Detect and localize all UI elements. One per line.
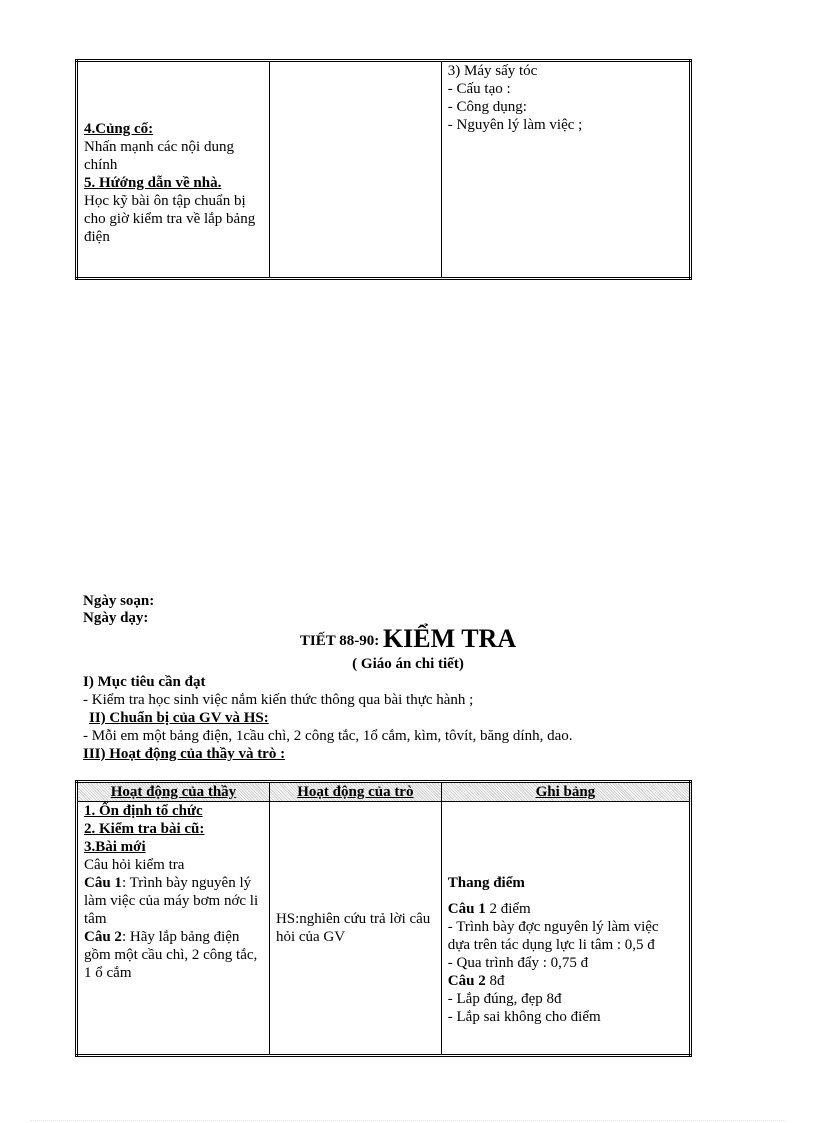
score-cau-1-item: - Qua trình đẩy : 0,75 đ	[447, 955, 589, 971]
step-on-dinh: 1. Ổn định tổ chức	[84, 803, 203, 819]
teacher-activity-cell	[77, 802, 270, 1056]
lesson-subtitle: ( Giáo án chi tiết)	[352, 656, 464, 672]
score-title: Thang điểm	[447, 875, 525, 891]
column-header-teacher: Hoạt động của thầy	[77, 782, 270, 802]
lesson-title: KIỂM TRA	[382, 624, 517, 653]
section-text-muc-tieu: - Kiểm tra học sinh việc nắm kiến thức thông qua bài thực hành ;	[83, 692, 474, 708]
step-kiem-tra-bai-cu: 2. Kiểm tra bài cũ:	[84, 821, 205, 837]
score-cau-2	[448, 972, 683, 990]
question-intro: Câu hỏi kiểm tra	[84, 857, 185, 873]
board-item: - Cấu tạo :	[447, 81, 511, 97]
activity-table-header	[77, 782, 691, 802]
question-1	[84, 874, 263, 928]
top-table-col-teacher	[77, 61, 270, 279]
top-table-col-board	[441, 61, 690, 279]
question-2-label: Câu 2	[84, 929, 122, 945]
step-bai-moi: 3.Bài mới	[84, 839, 146, 855]
score-cau-1-label: Câu 1	[447, 901, 486, 917]
score-cau-2-item: - Lắp sai không cho điểm	[447, 1009, 601, 1025]
huong-dan-text: Học kỹ bài ôn tập chuẩn bị cho giờ kiểm tra về lắp bảng điện	[84, 193, 256, 245]
column-header-student: Hoạt động của trò	[269, 782, 441, 802]
score-cau-1	[448, 900, 683, 918]
student-activity-cell	[269, 802, 441, 1056]
board-item: - Công dụng:	[447, 99, 527, 115]
ngay-day-label: Ngày dạy:	[83, 610, 149, 626]
section-title-chuan-bi: II) Chuẩn bị của GV và HS:	[89, 710, 269, 726]
score-cau-2-label: Câu 2	[447, 973, 486, 989]
cung-co-text: Nhấn mạnh các nội dung chính	[84, 139, 234, 173]
column-header-board: Ghi bảng	[441, 782, 690, 802]
lesson-title-row	[0, 624, 816, 653]
section-text-chuan-bi: - Mỗi em một bảng điện, 1cầu chì, 2 công tắc, 1ổ cắm, kìm, tôvít, băng dính, dao.	[83, 728, 573, 744]
section-heading-cung-co: 4.Củng cố:	[84, 121, 154, 137]
question-1-label: Câu 1	[84, 875, 122, 891]
board-cell	[441, 802, 690, 1056]
score-cau-1-item: - Trình bày đợc nguyên lý làm việc dựa trên tác dụng lực li tâm : 0,5 đ	[447, 919, 659, 953]
page-bottom-divider	[30, 1120, 786, 1121]
board-item: - Nguyên lý làm việc ;	[447, 117, 583, 133]
score-cau-1-points: 2 điểm	[485, 901, 531, 917]
activity-table-row	[77, 802, 691, 1056]
score-cau-2-points: 8đ	[485, 973, 505, 989]
top-table	[75, 59, 692, 280]
section-title-muc-tieu: I) Mục tiêu cần đạt	[83, 674, 206, 690]
activity-table	[75, 780, 692, 1057]
question-2	[84, 928, 263, 982]
score-cau-2-item: - Lắp đúng, đẹp 8đ	[447, 991, 562, 1007]
section-title-hoat-dong: III) Hoạt động của thầy và trò :	[83, 746, 286, 762]
section-heading-huong-dan: 5. Hứớng dẫn về nhà.	[84, 175, 222, 191]
top-table-col-student	[269, 61, 441, 279]
lesson-number: TIẾT 88-90:	[299, 633, 380, 649]
question-1-text: : Trình bày nguyên lý làm việc của máy bơm nớc li tâm	[84, 875, 259, 927]
ngay-soan-label: Ngày soạn:	[83, 593, 155, 609]
question-2-text: : Hãy lắp bảng điện gồm một cầu chì, 2 công tắc, 1 ổ cắm	[84, 929, 258, 981]
student-activity-text: HS:nghiên cứu trả lời câu hỏi của GV	[275, 911, 431, 945]
board-item-title: 3) Máy sấy tóc	[447, 63, 538, 79]
